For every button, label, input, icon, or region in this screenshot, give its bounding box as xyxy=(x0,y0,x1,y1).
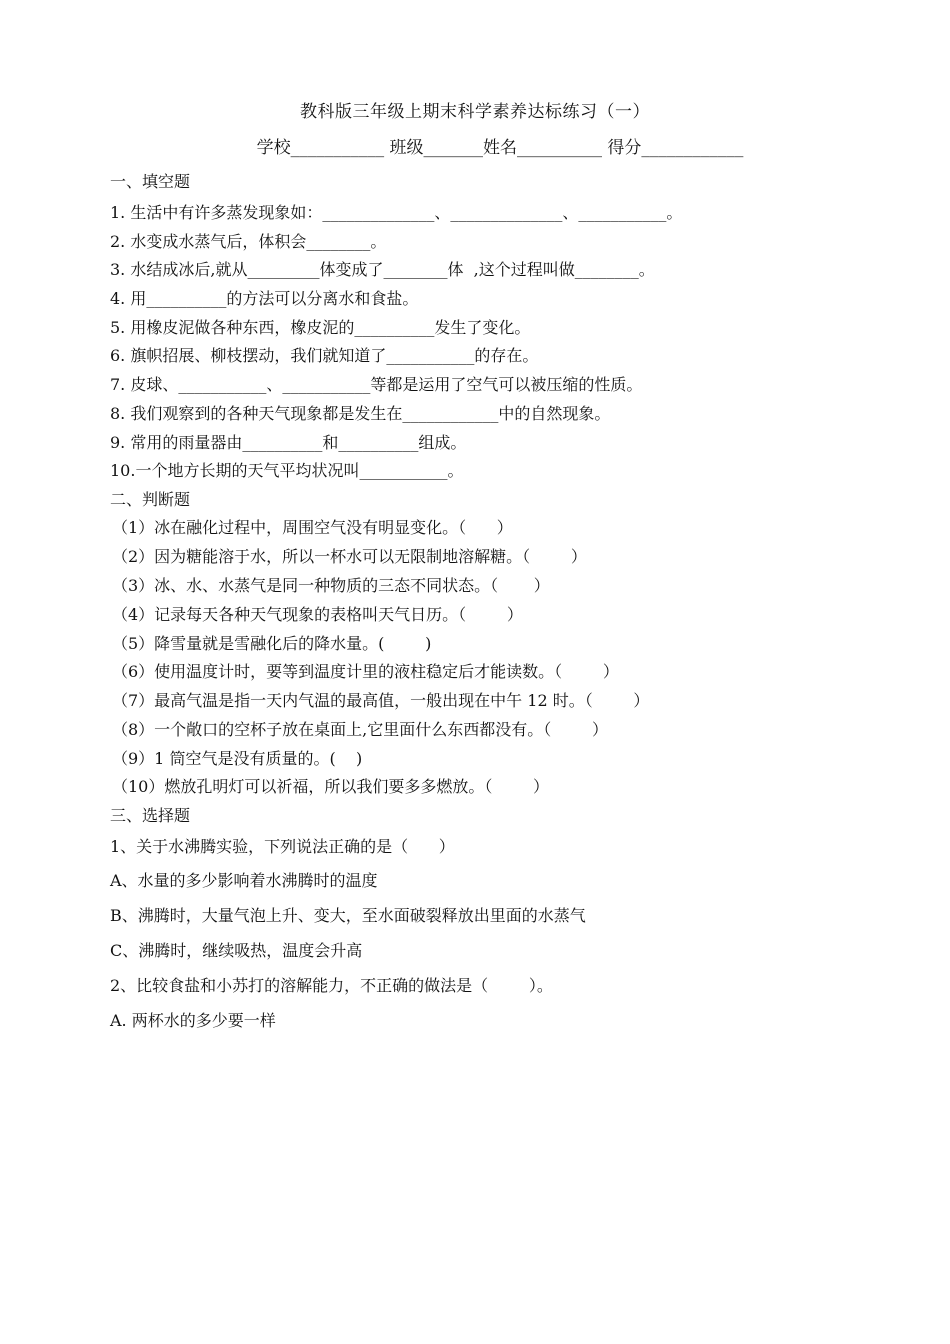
fill-question: 1. 生活中有许多蒸发现象如：______________、______________、___________。 xyxy=(110,203,683,222)
judge-question: （2）因为糖能溶于水，所以一杯水可以无限制地溶解糖。（ ） xyxy=(112,547,587,566)
section-heading-choice: 三、选择题 xyxy=(110,806,191,825)
fill-question: 6. 旗帜招展、柳枝摆动，我们就知道了___________的存在。 xyxy=(110,346,539,365)
fill-question: 7. 皮球、___________、___________等都是运用了空气可以被压缩的性质。 xyxy=(110,375,643,394)
choice-option: C、沸腾时，继续吸热，温度会升高 xyxy=(110,941,363,960)
section-heading-fill: 一、填空题 xyxy=(110,172,191,191)
fill-question: 2. 水变成水蒸气后，体积会________。 xyxy=(110,232,387,251)
judge-question: （3）冰、水、水蒸气是同一种物质的三态不同状态。（ ） xyxy=(112,576,550,595)
fill-question: 8. 我们观察到的各种天气现象都是发生在____________中的自然现象。 xyxy=(110,404,611,423)
fill-question: 9. 常用的雨量器由__________和__________组成。 xyxy=(110,433,467,452)
judge-question: （8）一个敞口的空杯子放在桌面上,它里面什么东西都没有。（ ） xyxy=(112,720,608,739)
judge-question: （6）使用温度计时，要等到温度计里的液柱稳定后才能读数。（ ） xyxy=(112,662,619,681)
fill-question: 5. 用橡皮泥做各种东西，橡皮泥的__________发生了变化。 xyxy=(110,318,531,337)
judge-question: （7）最高气温是指一天内气温的最高值，一般出现在中午 12 时。（ ） xyxy=(112,691,650,710)
choice-question: 2、比较食盐和小苏打的溶解能力，不正确的做法是（ ）。 xyxy=(110,976,553,995)
choice-option: B、沸腾时，大量气泡上升、变大，至水面破裂释放出里面的水蒸气 xyxy=(110,906,586,925)
choice-option: A、水量的多少影响着水沸腾时的温度 xyxy=(110,871,378,890)
page-title: 教科版三年级上期末科学素养达标练习（一） xyxy=(300,102,650,122)
choice-question: 1、关于水沸腾实验，下列说法正确的是（ ） xyxy=(110,837,455,856)
fill-question: 10.一个地方长期的天气平均状况叫___________。 xyxy=(110,461,464,480)
section-heading-judge: 二、判断题 xyxy=(110,490,191,509)
judge-question: （9）1 筒空气是没有质量的。( ) xyxy=(112,749,363,768)
fill-question: 3. 水结成冰后,就从_________体变成了________体 ,这个过程叫做________。 xyxy=(110,260,655,279)
choice-option: A. 两杯水的多少要一样 xyxy=(110,1011,276,1030)
judge-question: （10）燃放孔明灯可以祈福，所以我们要多多燃放。（ ） xyxy=(112,777,550,796)
judge-question: （5）降雪量就是雪融化后的降水量。( ) xyxy=(112,634,432,653)
student-info-line: 学校___________ 班级_______姓名__________ 得分____________ xyxy=(256,138,744,158)
judge-question: （4）记录每天各种天气现象的表格叫天气日历。（ ） xyxy=(112,605,523,624)
fill-question: 4. 用__________的方法可以分离水和食盐。 xyxy=(110,289,419,308)
judge-question: （1）冰在融化过程中，周围空气没有明显变化。（ ） xyxy=(112,518,513,537)
